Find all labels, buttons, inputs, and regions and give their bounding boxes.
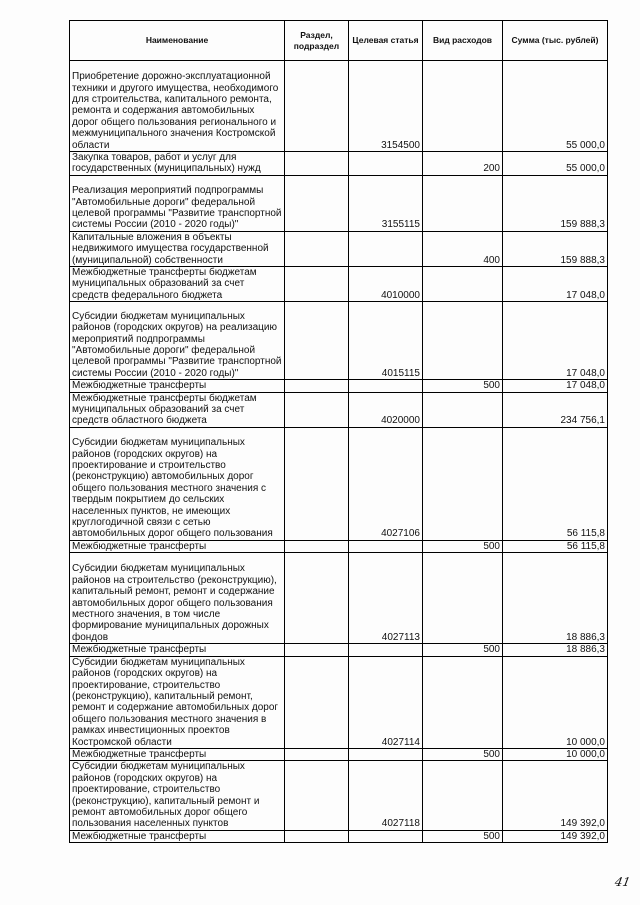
row-section-cell — [285, 152, 349, 176]
row-expense-cell — [423, 427, 503, 540]
row-name-cell: Субсидии бюджетам муниципальных районов (городских округов) на проектирование, строительство (реконструкцию), капитальный ремонт и ремонт автомобильных дорог общего пользования населенных пунктов — [70, 761, 285, 830]
row-amount-cell: 56 115,8 — [503, 540, 608, 552]
row-amount-cell: 18 886,3 — [503, 553, 608, 644]
row-expense-cell — [423, 267, 503, 302]
row-name-cell: Межбюджетные трансферты — [70, 380, 285, 392]
row-target-cell — [349, 231, 423, 266]
row-amount-cell: 17 048,0 — [503, 380, 608, 392]
table-row — [70, 644, 608, 656]
row-amount-cell: 17 048,0 — [503, 302, 608, 380]
row-section-cell — [285, 380, 349, 392]
row-name-cell: Закупка товаров, работ и услуг для государственных (муниципальных) нужд — [70, 152, 285, 176]
page-number: 41 — [613, 875, 632, 889]
header-amount: Сумма (тыс. рублей) — [503, 21, 608, 61]
row-expense-cell — [423, 553, 503, 644]
row-amount-cell: 18 886,3 — [503, 644, 608, 656]
row-section-cell — [285, 392, 349, 427]
table-row — [70, 231, 608, 266]
row-name-cell: Межбюджетные трансферты бюджетам муниципальных образований за счет средств федерального бюджета — [70, 267, 285, 302]
row-expense-cell — [423, 761, 503, 830]
row-section-cell — [285, 830, 349, 842]
budget-table — [69, 20, 608, 843]
table-row — [70, 427, 608, 540]
row-expense-cell: 500 — [423, 540, 503, 552]
row-section-cell — [285, 231, 349, 266]
row-amount-cell: 17 048,0 — [503, 267, 608, 302]
row-section-cell — [285, 656, 349, 748]
row-target-cell — [349, 644, 423, 656]
row-name-cell: Реализация мероприятий подпрограммы "Автомобильные дороги" федеральной целевой программы "Развитие транспортной системы России (2010 - 2020 годы)" — [70, 175, 285, 231]
row-name-cell: Субсидии бюджетам муниципальных районов (городских округов) на проектирование, строительство (реконструкцию), капитальный ремонт, ремонт и содержание автомобильных дорог общего пользования местного значения в рамках инвестиционных проектов Костромской области — [70, 656, 285, 748]
row-target-cell — [349, 748, 423, 760]
row-section-cell — [285, 267, 349, 302]
row-amount-cell: 10 000,0 — [503, 748, 608, 760]
row-target-cell: 4015115 — [349, 302, 423, 380]
row-section-cell — [285, 427, 349, 540]
row-target-cell: 3155115 — [349, 175, 423, 231]
row-amount-cell: 234 756,1 — [503, 392, 608, 427]
row-amount-cell: 159 888,3 — [503, 231, 608, 266]
row-target-cell — [349, 152, 423, 176]
row-expense-cell: 500 — [423, 830, 503, 842]
table-body — [70, 61, 608, 843]
row-amount-cell: 55 000,0 — [503, 152, 608, 176]
table-row — [70, 553, 608, 644]
row-name-cell: Капитальные вложения в объекты недвижимого имущества государственной (муниципальной) собственности — [70, 231, 285, 266]
row-expense-cell: 500 — [423, 380, 503, 392]
row-section-cell — [285, 61, 349, 152]
table-row — [70, 656, 608, 748]
row-target-cell: 4027118 — [349, 761, 423, 830]
table-row — [70, 748, 608, 760]
row-name-cell: Субсидии бюджетам муниципальных районов на строительство (реконструкцию), капитальный ремонт, ремонт и содержание автомобильных дорог общего пользования местного значения, в том числе формирование муниципальных дорожных фондов — [70, 553, 285, 644]
header-name: Наименование — [70, 21, 285, 61]
row-target-cell: 4027113 — [349, 553, 423, 644]
row-section-cell — [285, 302, 349, 380]
row-name-cell: Субсидии бюджетам муниципальных районов (городских округов) на проектирование и строительство (реконструкцию) автомобильных дорог общего пользования местного значения с твердым покрытием до сельских населенных пунктов, не имеющих круглогодичной связи с сетью автомобильных дорог общего пользования — [70, 427, 285, 540]
row-amount-cell: 55 000,0 — [503, 61, 608, 152]
row-target-cell — [349, 830, 423, 842]
row-expense-cell: 400 — [423, 231, 503, 266]
row-amount-cell: 10 000,0 — [503, 656, 608, 748]
row-target-cell: 4020000 — [349, 392, 423, 427]
row-target-cell — [349, 540, 423, 552]
table-row — [70, 61, 608, 152]
row-section-cell — [285, 553, 349, 644]
row-target-cell: 4010000 — [349, 267, 423, 302]
row-expense-cell: 500 — [423, 748, 503, 760]
row-target-cell — [349, 380, 423, 392]
table-row — [70, 302, 608, 380]
row-section-cell — [285, 748, 349, 760]
row-expense-cell: 500 — [423, 644, 503, 656]
table-row — [70, 175, 608, 231]
row-expense-cell — [423, 175, 503, 231]
row-name-cell: Межбюджетные трансферты бюджетам муниципальных образований за счет средств областного бюджета — [70, 392, 285, 427]
row-expense-cell — [423, 656, 503, 748]
row-amount-cell: 149 392,0 — [503, 761, 608, 830]
row-section-cell — [285, 175, 349, 231]
row-name-cell: Межбюджетные трансферты — [70, 830, 285, 842]
row-section-cell — [285, 761, 349, 830]
row-name-cell: Межбюджетные трансферты — [70, 644, 285, 656]
table-row — [70, 392, 608, 427]
header-target: Целевая статья — [349, 21, 423, 61]
row-section-cell — [285, 644, 349, 656]
header-expense: Вид расходов — [423, 21, 503, 61]
row-amount-cell: 159 888,3 — [503, 175, 608, 231]
row-target-cell: 4027114 — [349, 656, 423, 748]
row-expense-cell — [423, 392, 503, 427]
row-expense-cell: 200 — [423, 152, 503, 176]
table-row — [70, 830, 608, 842]
row-name-cell: Субсидии бюджетам муниципальных районов (городских округов) на реализацию мероприятий подпрограммы "Автомобильные дороги" федеральной целевой программы "Развитие транспортной системы России (2010 - 2020 годы)" — [70, 302, 285, 380]
table-row — [70, 540, 608, 552]
row-expense-cell — [423, 302, 503, 380]
row-amount-cell: 56 115,8 — [503, 427, 608, 540]
row-section-cell — [285, 540, 349, 552]
row-target-cell: 4027106 — [349, 427, 423, 540]
table-header-row — [70, 21, 608, 61]
row-name-cell: Приобретение дорожно-эксплуатационной техники и другого имущества, необходимого для строительства, капитального ремонта, ремонта и содержания автомобильных дорог общего пользования регионального и межмуниципального значения Костромской области — [70, 61, 285, 152]
row-expense-cell — [423, 61, 503, 152]
table-row — [70, 761, 608, 830]
table-row — [70, 152, 608, 176]
row-amount-cell: 149 392,0 — [503, 830, 608, 842]
row-name-cell: Межбюджетные трансферты — [70, 540, 285, 552]
table-row — [70, 380, 608, 392]
row-name-cell: Межбюджетные трансферты — [70, 748, 285, 760]
header-section: Раздел, подраздел — [285, 21, 349, 61]
row-target-cell: 3154500 — [349, 61, 423, 152]
table-row — [70, 267, 608, 302]
